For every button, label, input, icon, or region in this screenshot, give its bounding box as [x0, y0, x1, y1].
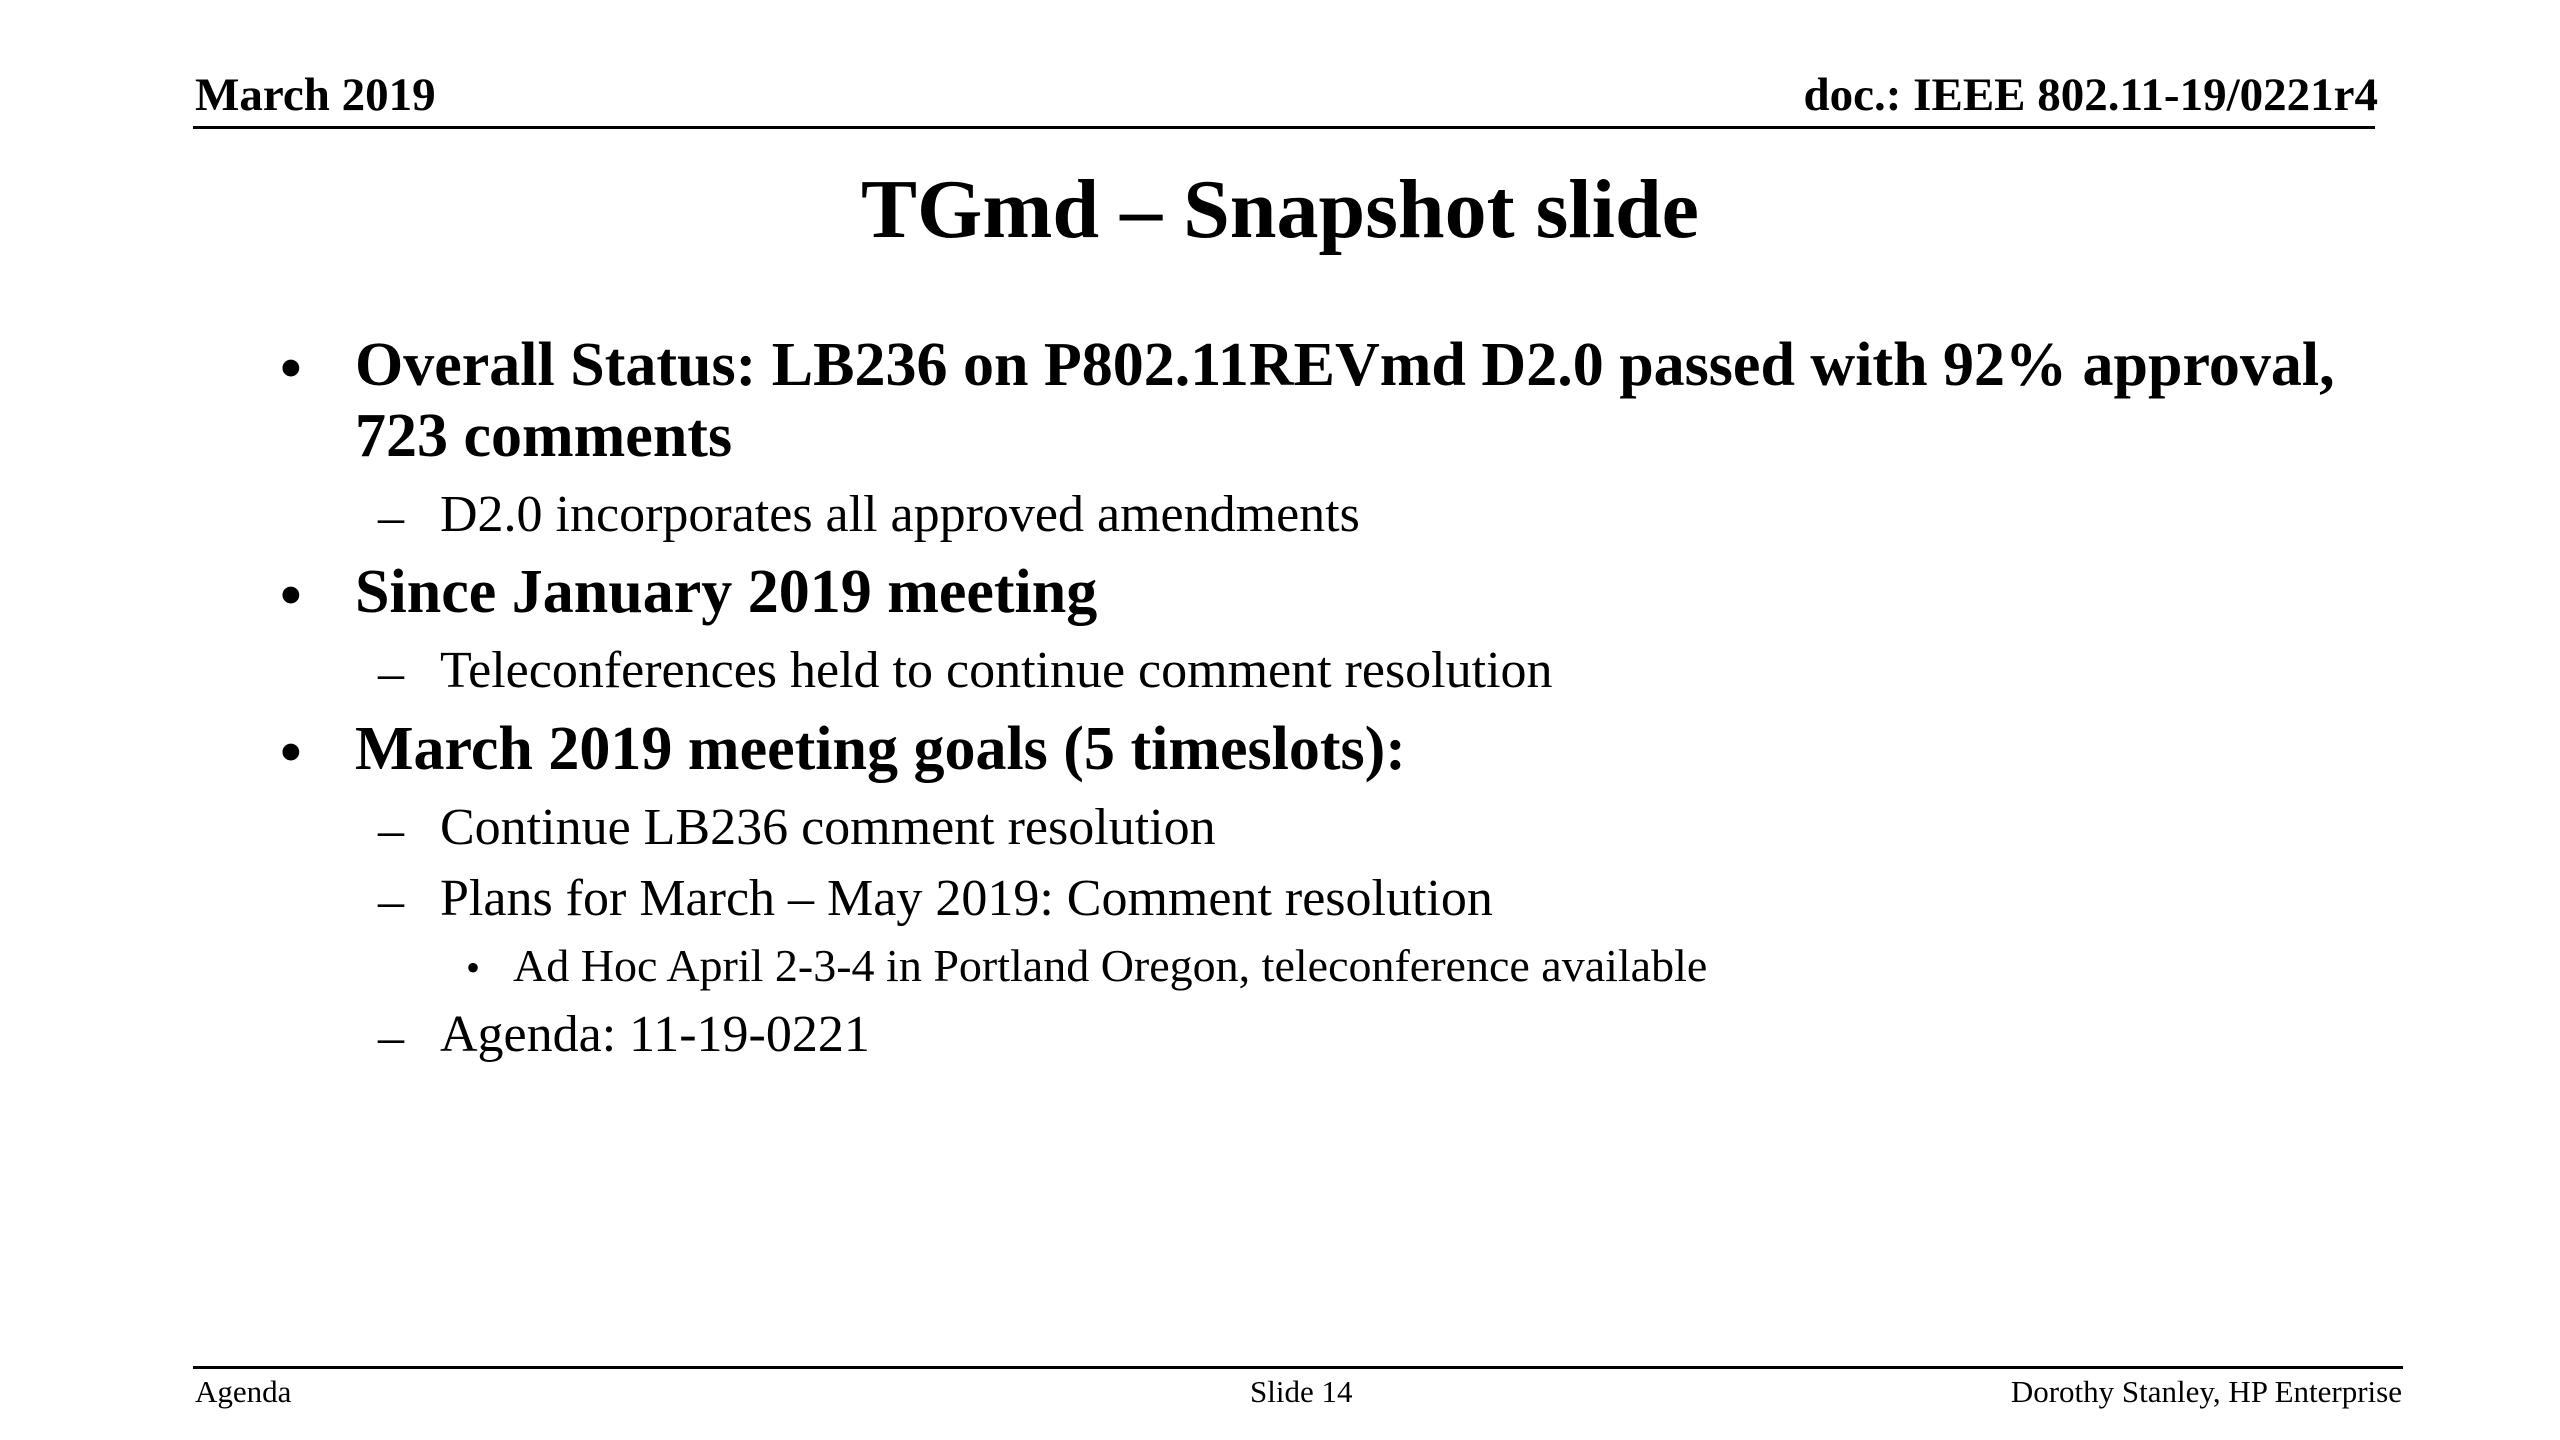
bullet-item: March 2019 meeting goals (5 timeslots):	[355, 715, 1406, 783]
footer-author: Dorothy Stanley, HP Enterprise	[2010, 1374, 2402, 1409]
sub-item: Plans for March – May 2019: Comment resolution	[440, 870, 1493, 927]
bullet-marker: •	[280, 562, 302, 630]
sub-item: Agenda: 11-19-0221	[440, 1006, 870, 1063]
dash-marker: –	[378, 645, 404, 702]
subsub-marker: •	[466, 945, 481, 990]
sub-item: Teleconferences held to continue comment resolution	[440, 642, 1553, 699]
dash-marker: –	[378, 1009, 404, 1066]
sub-item: Continue LB236 comment resolution	[440, 799, 1216, 856]
dash-marker: –	[378, 489, 404, 546]
header-date: March 2019	[195, 69, 436, 121]
bullet-marker: •	[280, 719, 302, 787]
sub-item: D2.0 incorporates all approved amendments	[440, 486, 1360, 543]
subsub-item: Ad Hoc April 2-3-4 in Portland Oregon, teleconference available	[513, 940, 1708, 991]
dash-marker: –	[378, 802, 404, 859]
slide-number: Slide 14	[1250, 1374, 1353, 1409]
footer-section: Agenda	[195, 1374, 292, 1409]
footer-divider	[193, 1366, 2403, 1369]
slide-title: TGmd – Snapshot slide	[861, 163, 1699, 256]
bullet-marker: •	[280, 335, 302, 403]
header-doc-id: doc.: IEEE 802.11-19/0221r4	[1803, 69, 2378, 121]
bullet-item: Overall Status: LB236 on P802.11REVmd D2.0 passed with 92% approval, 723 comments	[355, 331, 2335, 470]
bullet-item: Since January 2019 meeting	[355, 558, 1098, 626]
dash-marker: –	[378, 873, 404, 930]
